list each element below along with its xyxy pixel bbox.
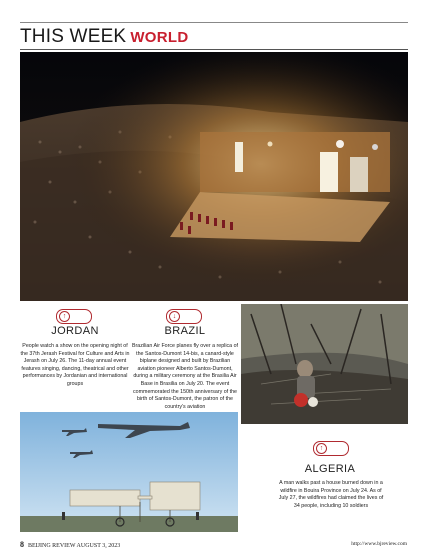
jordan-photo (20, 52, 408, 301)
world-section-label: WORLD (130, 29, 189, 46)
algeria-caption: A man walks past a house burned down in a wildfire in Bouira Province on July 24. As of July 27, the wildfires had claimed the lives of 34 people, including 10 soldiers (278, 480, 384, 509)
down-arrow-icon: ↓ (169, 311, 180, 322)
brazil-caption: Brazilian Air Force planes fly over a replica of the Santos-Dumont 14-bis, a canard-style biplane designed and built by Brazilian aviation pioneer Alberto Santos-Dumont, during a military ceremony at the Brasilia Air Base in Brasilia on July 20. The event commemorated the 150th anniversary of the birth of Santos-Dumont, the patron of the country's aviation (132, 343, 238, 410)
this-week-label: THIS WEEK (20, 26, 127, 47)
header-rule (20, 49, 408, 50)
brazil-photo (20, 412, 238, 532)
algeria-country-label: ALGERIA (304, 463, 356, 475)
algeria-trend-badge (313, 441, 349, 456)
website-url: http://www.bjreview.com (351, 541, 407, 547)
jordan-trend-badge (56, 309, 92, 324)
page-number: 8 (20, 540, 24, 549)
jordan-caption: People watch a show on the opening night of the 37th Jerash Festival for Culture and Arts in Jerash on July 26. The 11-day annual event features singing, dancing, theatrical and other performances by Jordanian and international groups (20, 343, 130, 387)
footer-left (20, 540, 120, 549)
algeria-photo (241, 304, 408, 424)
brazil-trend-badge (166, 309, 202, 324)
up-arrow-icon: ↑ (316, 443, 327, 454)
jordan-country-label: JORDAN (51, 325, 99, 337)
up-arrow-icon: ↑ (59, 311, 70, 322)
section-header (20, 26, 188, 48)
brazil-country-label: BRAZIL (164, 325, 206, 337)
publication-line: BEIJING REVIEW AUGUST 3, 2023 (28, 543, 121, 549)
top-rule (20, 22, 408, 23)
